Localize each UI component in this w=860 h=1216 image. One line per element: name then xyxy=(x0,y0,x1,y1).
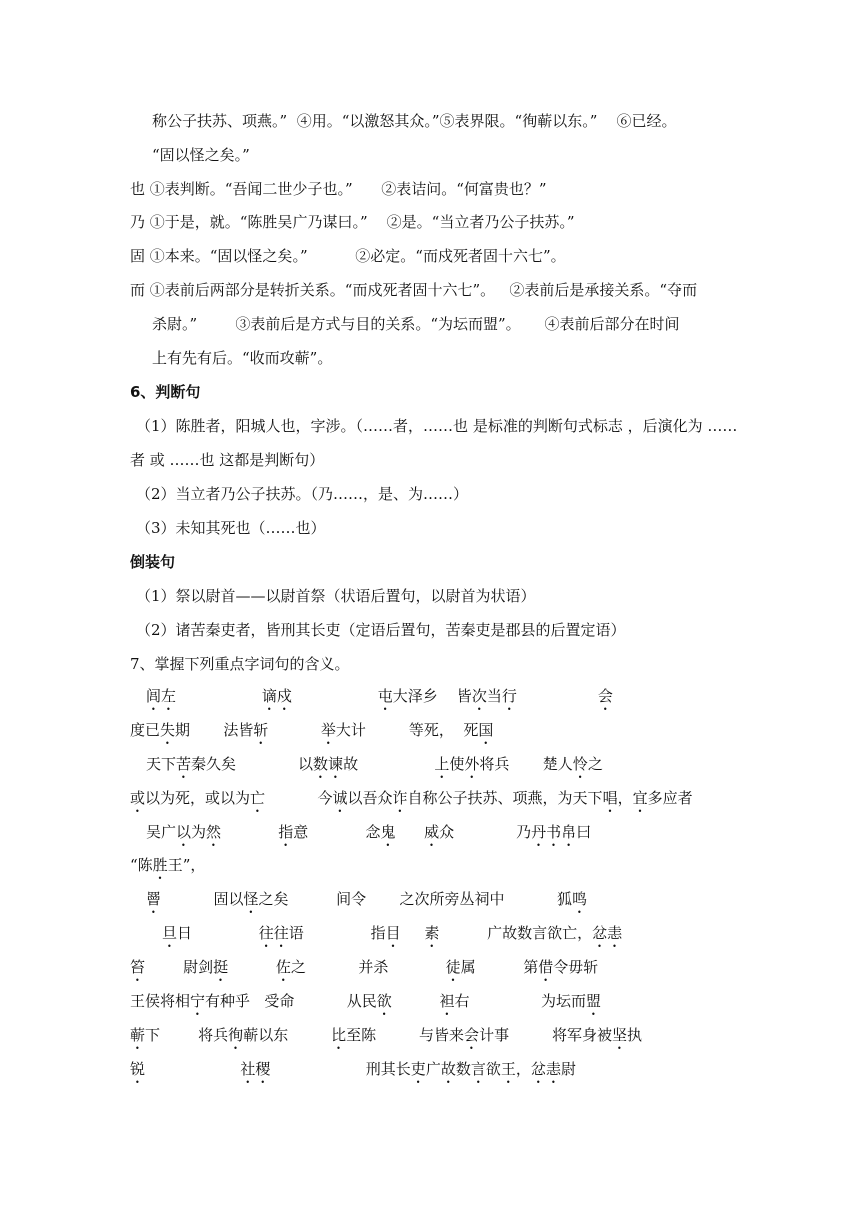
text-line xyxy=(152,111,676,131)
text-run xyxy=(392,992,440,1010)
text-run xyxy=(268,721,320,739)
emphasized-word: 怪 xyxy=(243,890,259,908)
emphasized-word: 书 xyxy=(546,823,562,841)
text-run: 蕲以东 xyxy=(243,1026,332,1044)
text-run: 欲 xyxy=(485,1060,501,1078)
text-line xyxy=(136,484,468,504)
text-line xyxy=(152,145,250,165)
emphasized-word: 唱 xyxy=(602,789,618,807)
emphasized-word: 忿 xyxy=(592,924,608,942)
emphasized-word: 吏 xyxy=(410,1060,426,1078)
text-run: 倒装句 xyxy=(130,553,176,571)
text-run: 之 并杀 xyxy=(290,958,446,976)
text-run: 右 为坛而 xyxy=(454,992,587,1010)
emphasized-word: 斩 xyxy=(253,721,269,739)
emphasized-word: 左 xyxy=(161,687,177,705)
emphasized-word: 行 xyxy=(501,687,517,705)
emphasized-word: 怜 xyxy=(572,755,588,773)
emphasized-word: 比 xyxy=(331,1026,347,1044)
text-run xyxy=(292,687,378,705)
emphasized-word: 国 xyxy=(478,721,494,739)
text-run: 令毋斩 xyxy=(553,958,599,976)
text-line xyxy=(130,991,601,1019)
text-run: 计事 将军身被 xyxy=(479,1026,612,1044)
emphasized-word: 稷 xyxy=(255,1060,271,1078)
emphasized-word: 佐 xyxy=(275,958,291,976)
text-line xyxy=(130,720,493,748)
emphasized-word: 蕲 xyxy=(130,1026,146,1044)
text-run: （1）祭以尉首——以尉首祭（状语后置句，以尉首为状语） xyxy=(136,587,536,605)
emphasized-word: 亡 xyxy=(250,789,266,807)
emphasized-word: 闾 xyxy=(146,687,162,705)
text-line xyxy=(136,416,737,436)
emphasized-word: 举 xyxy=(320,721,336,739)
text-line xyxy=(130,212,575,232)
text-line xyxy=(130,788,693,816)
emphasized-word: 鬼 xyxy=(380,823,396,841)
text-run: 数 xyxy=(455,1060,471,1078)
emphasized-word: 数 xyxy=(313,755,329,773)
text-run: 日 xyxy=(177,924,259,942)
text-line xyxy=(130,654,350,674)
emphasized-word: 威 xyxy=(424,823,440,841)
emphasized-word: 故 xyxy=(440,1060,456,1078)
emphasized-word: 胜 xyxy=(152,856,168,874)
text-run: “固以怪之矣。” xyxy=(152,146,250,164)
emphasized-word: 帛 xyxy=(561,823,577,841)
emphasized-word: 上 xyxy=(434,755,450,773)
text-run: 大计 等死， 死 xyxy=(335,721,479,739)
text-run: 也 ①表判断。“吾闻二世少子也。” ②表诘问。“何富贵也？” xyxy=(130,180,547,198)
text-run: 王”， xyxy=(167,856,206,874)
text-run xyxy=(145,1060,240,1078)
text-run: 期 法皆 xyxy=(175,721,254,739)
text-run: 执 xyxy=(627,1026,643,1044)
text-run: ， xyxy=(515,1060,531,1078)
emphasized-word: 锐 xyxy=(130,1060,146,1078)
emphasized-word: 往往 xyxy=(258,924,289,942)
emphasized-word: 借 xyxy=(538,958,554,976)
text-line xyxy=(130,855,205,883)
emphasized-word: 徇 xyxy=(228,1026,244,1044)
text-run: 而 ①表前后两部分是转折关系。“而戍死者固十六七”。 ②表前后是承接关系。“夺而 xyxy=(130,281,698,299)
emphasized-word: 失 xyxy=(160,721,176,739)
text-line xyxy=(152,314,680,334)
emphasized-word: 或 xyxy=(130,789,146,807)
text-run: 吴广 xyxy=(146,823,177,841)
text-line xyxy=(146,754,603,782)
emphasized-word: 谪 xyxy=(261,687,277,705)
emphasized-word: 忿 xyxy=(530,1060,546,1078)
emphasized-word: 旦 xyxy=(162,924,178,942)
text-run: 杀尉。” ③表前后是方式与目的关系。“为坛而盟”。 ④表前后部分在时间 xyxy=(152,315,680,333)
text-run: 固 ①本来。“固以怪之矣。” ②必定。“而戍死者固十六七”。 xyxy=(130,247,566,265)
text-line xyxy=(136,518,326,538)
emphasized-word: 会 xyxy=(597,687,613,705)
emphasized-word: 言 xyxy=(470,1060,486,1078)
emphasized-word: 欲 xyxy=(376,992,392,1010)
text-run: 以吾众 xyxy=(347,789,393,807)
text-run: ， xyxy=(617,789,633,807)
emphasized-word: 徒 xyxy=(445,958,461,976)
text-run: 当 xyxy=(486,687,502,705)
text-line xyxy=(152,348,332,368)
emphasized-word: 诈 xyxy=(392,789,408,807)
text-run: （2）诸苦秦吏者，皆刑其长吏（定语后置句，苦秦吏是郡县的后置定语） xyxy=(136,621,626,639)
text-run: 为 xyxy=(191,823,207,841)
text-run: （2）当立者乃公子扶苏。（乃……，是、为……） xyxy=(136,485,469,503)
text-run: 以为死，或以为 xyxy=(145,789,251,807)
emphasized-word: 坚 xyxy=(611,1026,627,1044)
text-line xyxy=(130,957,598,985)
emphasized-word: 然 xyxy=(206,823,222,841)
text-run: 广 xyxy=(425,1060,441,1078)
text-line xyxy=(130,246,566,266)
emphasized-word: 屯 xyxy=(377,687,393,705)
emphasized-word: 宁 xyxy=(190,992,206,1010)
text-run xyxy=(228,958,276,976)
section-heading xyxy=(130,552,175,572)
emphasized-word: 指 xyxy=(278,823,294,841)
text-run: 天下 xyxy=(146,755,177,773)
text-run: 使 xyxy=(449,755,465,773)
text-run: 语 指 xyxy=(288,924,386,942)
text-run: 6、判断句 xyxy=(130,383,201,401)
text-run: 秦久矣 以 xyxy=(191,755,314,773)
text-line xyxy=(146,686,613,714)
text-run: 大泽乡 皆 xyxy=(392,687,472,705)
text-run xyxy=(176,687,262,705)
emphasized-word: 盟 xyxy=(586,992,602,1010)
text-run: 众 乃 xyxy=(439,823,532,841)
text-run: 意 念 xyxy=(293,823,381,841)
emphasized-word: 宜 xyxy=(632,789,648,807)
section-heading xyxy=(130,382,200,402)
emphasized-word: 袒 xyxy=(439,992,455,1010)
text-run: 称公子扶苏、项燕。” ④用。“以激怒其众。”⑤表界限。“徇蕲以东。” ⑥已经。 xyxy=(152,112,677,130)
text-run: 广故数言欲亡， xyxy=(439,924,593,942)
text-line xyxy=(130,280,697,300)
text-run: 度已 xyxy=(130,721,161,739)
emphasized-word: 社 xyxy=(240,1060,256,1078)
emphasized-word: 鸣 xyxy=(572,890,588,908)
text-line xyxy=(130,1059,576,1087)
text-run: 有种乎 受命 从民 xyxy=(205,992,377,1010)
text-run: 将兵 楚人 xyxy=(479,755,573,773)
text-run: 乃 ①于是，就。“陈胜吴广乃谋曰。” ②是。“当立者乃公子扶苏。” xyxy=(130,213,575,231)
text-run: 今 xyxy=(265,789,333,807)
text-run: 王侯将相 xyxy=(130,992,191,1010)
emphasized-word: 目 xyxy=(385,924,401,942)
text-line xyxy=(130,179,547,199)
text-line xyxy=(136,620,626,640)
text-run: （1）陈胜者，阳城人也，字涉。（……者，……也 是标准的判断句式标志 ，后演化为 …… xyxy=(136,417,738,435)
text-run xyxy=(221,823,278,841)
emphasized-word: 恚 xyxy=(607,924,623,942)
text-run: 尉 xyxy=(560,1060,576,1078)
emphasized-word: 诚 xyxy=(332,789,348,807)
text-run: 7、掌握下列重点字词句的含义。 xyxy=(130,655,350,673)
emphasized-word: 素 xyxy=(424,924,440,942)
emphasized-word: 王 xyxy=(500,1060,516,1078)
text-run: 自称公子扶苏、项燕，为天下 xyxy=(407,789,603,807)
text-run: 上有先有后。“收而攻蕲”。 xyxy=(152,349,333,367)
emphasized-word: 罾 xyxy=(146,890,162,908)
text-run: 尉剑 xyxy=(145,958,214,976)
text-run: 曰 xyxy=(576,823,592,841)
text-line xyxy=(162,923,622,951)
text-run: 至陈 与皆来 xyxy=(346,1026,465,1044)
emphasized-word: 次 xyxy=(471,687,487,705)
emphasized-word: 外 xyxy=(464,755,480,773)
text-run: “陈 xyxy=(130,856,153,874)
text-run: 刑其长 xyxy=(270,1060,411,1078)
emphasized-word: 以 xyxy=(176,823,192,841)
text-run: 属 第 xyxy=(460,958,539,976)
emphasized-word: 挺 xyxy=(213,958,229,976)
text-run: 下 将兵 xyxy=(145,1026,229,1044)
text-line xyxy=(136,586,536,606)
text-run: 者 或 ……也 这都是判断句） xyxy=(130,451,325,469)
text-run: 之矣 间令 之次所旁丛祠中 狐 xyxy=(258,890,572,908)
emphasized-word: 会 xyxy=(464,1026,480,1044)
text-line xyxy=(130,450,324,470)
text-run xyxy=(396,823,425,841)
text-run: 故 xyxy=(343,755,435,773)
text-run xyxy=(517,687,598,705)
emphasized-word: 恚 xyxy=(545,1060,561,1078)
text-run xyxy=(401,924,425,942)
emphasized-word: 苦 xyxy=(176,755,192,773)
text-run: 固以 xyxy=(161,890,244,908)
text-line xyxy=(146,889,587,917)
emphasized-word: 丹 xyxy=(531,823,547,841)
emphasized-word: 戍 xyxy=(276,687,292,705)
text-run: （3）未知其死也（……也） xyxy=(136,519,326,537)
emphasized-word: 谏 xyxy=(328,755,344,773)
text-line xyxy=(146,822,591,850)
text-run: 之 xyxy=(587,755,603,773)
text-run: 多应者 xyxy=(647,789,693,807)
emphasized-word: 笞 xyxy=(130,958,146,976)
text-line xyxy=(130,1025,642,1053)
